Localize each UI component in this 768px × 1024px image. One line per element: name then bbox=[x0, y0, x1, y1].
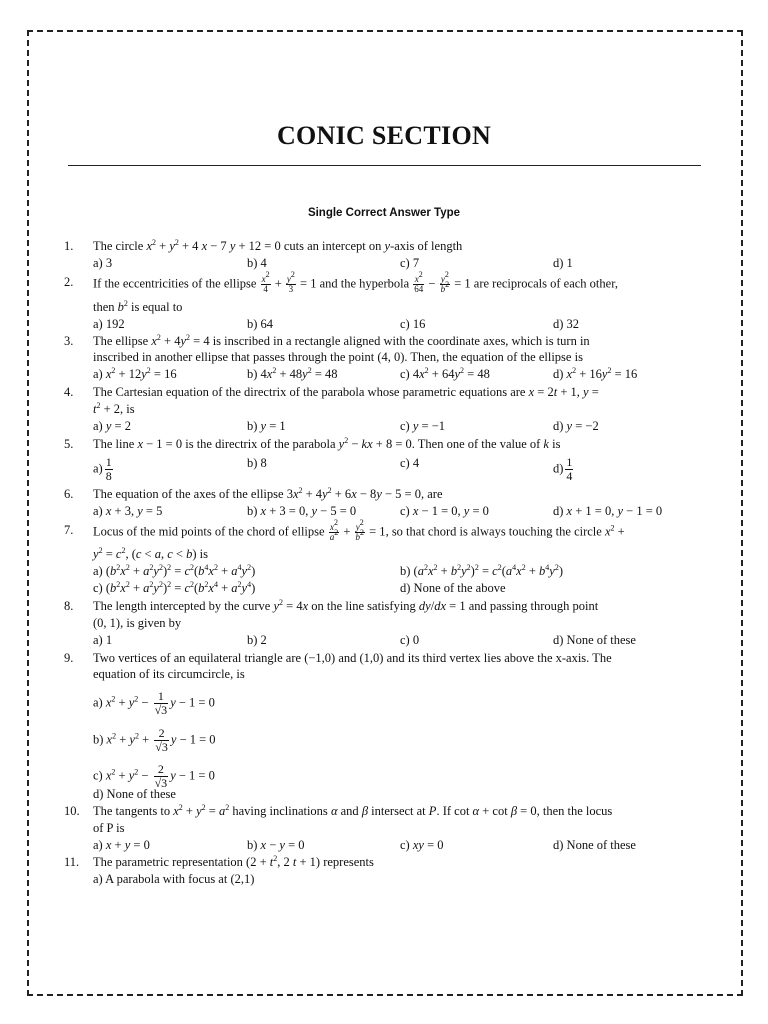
option-c[interactable]: c) 16 bbox=[400, 317, 426, 331]
option-d[interactable]: d) 32 bbox=[553, 317, 580, 331]
option-c[interactable]: c) $4x^2 + 64y^2 = 48$ bbox=[400, 366, 490, 381]
option-d[interactable]: d) $\frac{1}{4}$ bbox=[553, 455, 573, 483]
option-a[interactable]: a) $x^2 + y^2$ − $\frac{1}{√3}$ y − 1 = 0 bbox=[93, 689, 215, 717]
question-number: 5. bbox=[64, 437, 74, 451]
option-d[interactable]: d) None of these bbox=[93, 787, 176, 801]
option-c[interactable]: c) $(b^2x^2 + a^2y^2)^2 = c^2(b^2x^4 + a^2y^4)$ bbox=[93, 580, 256, 595]
question-3-line2: inscribed in another ellipse that passes through the point (4, 0). Then, the equation of the ellipse is bbox=[93, 350, 583, 364]
question-number: 11. bbox=[64, 855, 80, 869]
question-number: 8. bbox=[64, 599, 74, 613]
question-10-line2: of P is bbox=[93, 821, 125, 835]
option-a[interactable]: a) 3 bbox=[93, 256, 113, 270]
question-6-text: The equation of the axes of the ellipse $3x^2 + 4y^2 + 6x - 8y - 5 = 0$, are bbox=[93, 486, 443, 501]
option-d[interactable]: d) None of these bbox=[553, 633, 636, 647]
question-number: 4. bbox=[64, 385, 74, 399]
page-title: CONIC SECTION bbox=[276, 121, 492, 150]
option-c[interactable]: c) $x^2 + y^2$ − $\frac{2}{√3}$ y − 1 = 0 bbox=[93, 762, 215, 790]
option-b[interactable]: b) 8 bbox=[247, 456, 267, 470]
question-number: 9. bbox=[64, 651, 74, 665]
option-d[interactable]: d) None of these bbox=[553, 838, 636, 852]
question-2-line2: then $b^2$ is equal to bbox=[93, 299, 183, 314]
question-number: 2. bbox=[64, 275, 74, 289]
question-2-text: If the eccentricities of the ellipse $\frac{x^2}{4}$ + $\frac{y^2}{3}$ = 1 and the hyperbola $\frac{x^2}{64}$ − $\frac{y^2}{b^2}$ = 1 are reciprocals of each other, bbox=[93, 270, 618, 294]
question-9-text: Two vertices of an equilateral triangle are (−1,0) and (1,0) and its third vertex lies above the x-axis. The bbox=[93, 651, 612, 665]
option-b[interactable]: b) 4 bbox=[247, 256, 267, 270]
option-a[interactable]: a) 192 bbox=[93, 317, 125, 331]
option-b[interactable]: b) x + 3 = 0, y − 5 = 0 bbox=[247, 504, 357, 518]
option-a[interactable]: a) 1 bbox=[93, 633, 113, 647]
option-d[interactable]: d) None of the above bbox=[400, 581, 506, 595]
option-a[interactable]: a) A parabola with focus at (2,1) bbox=[93, 872, 255, 886]
question-5-text: The line x − 1 = 0 is the directrix of the parabola $y^2$ − kx + 8 = 0. Then one of the value of k is bbox=[93, 436, 561, 451]
option-b[interactable]: b) x − y = 0 bbox=[247, 838, 305, 852]
question-number: 6. bbox=[64, 487, 74, 501]
option-b[interactable]: b) 2 bbox=[247, 633, 267, 647]
option-b[interactable]: b) $x^2 + y^2$ + $\frac{2}{√3}$ y − 1 = 0 bbox=[93, 726, 216, 754]
question-11-text: The parametric representation ($2 + t^2$, 2 t + 1) represents bbox=[93, 854, 374, 869]
section-subtitle: Single Correct Answer Type bbox=[307, 207, 461, 219]
question-9-line2: equation of its circumcircle, is bbox=[93, 667, 245, 681]
option-c[interactable]: c) 4 bbox=[400, 456, 420, 470]
question-4-text: The Cartesian equation of the directrix of the parabola whose parametric equations are x = 2t + 1, y = bbox=[93, 385, 599, 399]
option-c[interactable]: c) y = −1 bbox=[400, 419, 446, 433]
option-a[interactable]: a) $(b^2x^2 + a^2y^2)^2 = c^2(b^4x^2 + a^4y^2)$ bbox=[93, 563, 256, 578]
option-b[interactable]: b) 64 bbox=[247, 317, 274, 331]
option-a[interactable]: a) y = 2 bbox=[93, 419, 131, 433]
option-d[interactable]: d) $x^2 + 16y^2 = 16$ bbox=[553, 366, 638, 381]
option-b[interactable]: b) y = 1 bbox=[247, 419, 286, 433]
option-d[interactable]: d) 1 bbox=[553, 256, 573, 270]
question-7-text: Locus of the mid points of the chord of ellipse $\frac{x^2}{a^2}$ + $\frac{y^2}{b^2}$ = 1, so that chord is always touching the circle $x^2$ + bbox=[93, 518, 625, 542]
option-a[interactable]: a) $\frac{1}{8}$ bbox=[93, 455, 112, 483]
option-a[interactable]: a) x + y = 0 bbox=[93, 838, 150, 852]
option-c[interactable]: c) 0 bbox=[400, 633, 420, 647]
title-rule bbox=[68, 165, 701, 166]
question-8-text: The length intercepted by the curve $y^2 = 4x$ on the line satisfying dy/dx = 1 and passing through point bbox=[93, 598, 599, 613]
question-number: 1. bbox=[64, 239, 74, 253]
question-7-line2: $y^2 = c^2$, (c < a, c < b) is bbox=[93, 546, 208, 561]
option-b[interactable]: b) $4x^2 + 48y^2 = 48$ bbox=[247, 366, 338, 381]
question-4-line2: $t^2 + 2$, is bbox=[93, 401, 135, 416]
option-a[interactable]: a) $x^2 + 12y^2 = 16$ bbox=[93, 366, 177, 381]
question-number: 3. bbox=[64, 334, 74, 348]
option-d[interactable]: d) x + 1 = 0, y − 1 = 0 bbox=[553, 504, 663, 518]
option-b[interactable]: b) $(a^2x^2 + b^2y^2)^2 = c^2(a^4x^2 + b^4y^2)$ bbox=[400, 563, 563, 578]
question-3-text: The ellipse $x^2 + 4y^2 = 4$ is inscribed in a rectangle aligned with the coordinate axes, which is turn in bbox=[93, 333, 590, 348]
option-a[interactable]: a) x + 3, y = 5 bbox=[93, 504, 163, 518]
option-c[interactable]: c) x − 1 = 0, y = 0 bbox=[400, 504, 489, 518]
question-10-text: The tangents to $x^2 + y^2 = a^2$ having inclinations α and β intersect at P. If cot α + cot β = 0, then the locus bbox=[93, 803, 613, 818]
question-1-text: The circle $x^2 + y^2 + 4$ x − 7 y + 12 = 0 cuts an intercept on y-axis of length bbox=[93, 238, 463, 253]
question-number: 10. bbox=[64, 804, 80, 818]
question-number: 7. bbox=[64, 523, 74, 537]
question-8-line2: (0, 1), is given by bbox=[93, 616, 182, 630]
option-c[interactable]: c) 7 bbox=[400, 256, 420, 270]
option-d[interactable]: d) y = −2 bbox=[553, 419, 599, 433]
option-c[interactable]: c) xy = 0 bbox=[400, 838, 444, 852]
